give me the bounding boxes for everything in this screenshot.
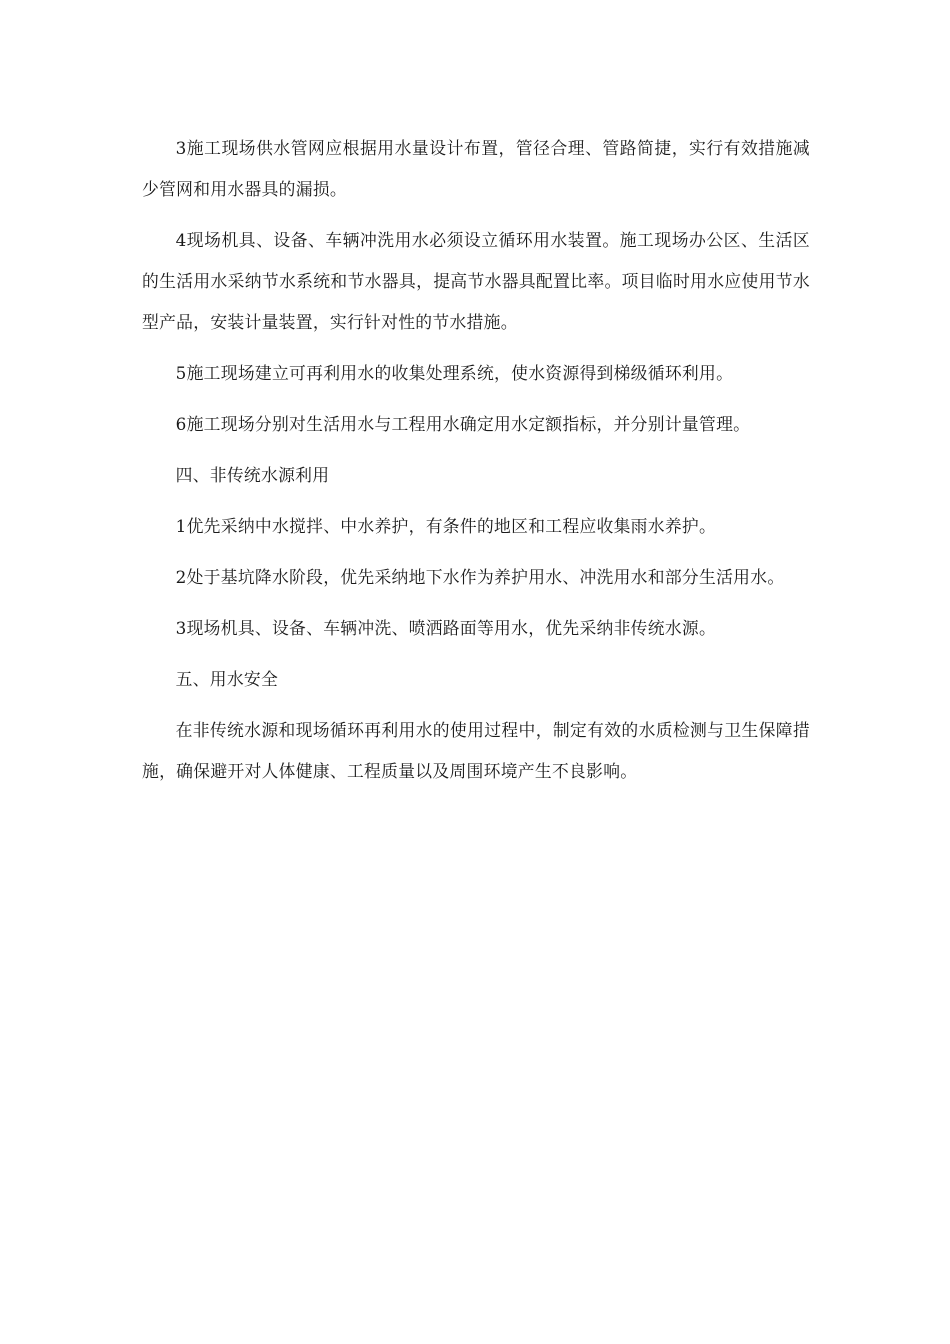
paragraph-water-network: 3施工现场供水管网应根据用水量设计布置，管径合理、管路简捷，实行有效措施减少管网和用水器具的漏损。: [142, 138, 810, 199]
paragraph-washing-water: 3现场机具、设备、车辆冲洗、喷洒路面等用水，优先采纳非传统水源。: [175, 618, 717, 638]
section-heading-water-safety: 五、用水安全: [175, 669, 279, 689]
paragraph-groundwater: 2处于基坑降水阶段，优先采纳地下水作为养护用水、冲洗用水和部分生活用水。: [175, 567, 785, 587]
paragraph-reuse-system: 5施工现场建立可再利用水的收集处理系统，使水资源得到梯级循环利用。: [175, 363, 734, 383]
paragraph-water-quota: 6施工现场分别对生活用水与工程用水确定用水定额指标，并分别计量管理。: [175, 414, 751, 434]
paragraph-reclaimed-water: 1优先采纳中水搅拌、中水养护，有条件的地区和工程应收集雨水养护。: [175, 516, 717, 536]
section-heading-nontraditional-water: 四、非传统水源利用: [175, 465, 330, 485]
paragraph-recycling-device: 4现场机具、设备、车辆冲洗用水必须设立循环用水装置。施工现场办公区、生活区的生活用水采纳节水系统和节水器具，提高节水器具配置比率。项目临时用水应使用节水型产品，安装计量装置，实行针对性的节水措施。: [142, 230, 810, 332]
document-body: [142, 128, 810, 802]
paragraph-water-quality: 在非传统水源和现场循环再利用水的使用过程中，制定有效的水质检测与卫生保障措施，确保避开对人体健康、工程质量以及周围环境产生不良影响。: [142, 720, 810, 781]
